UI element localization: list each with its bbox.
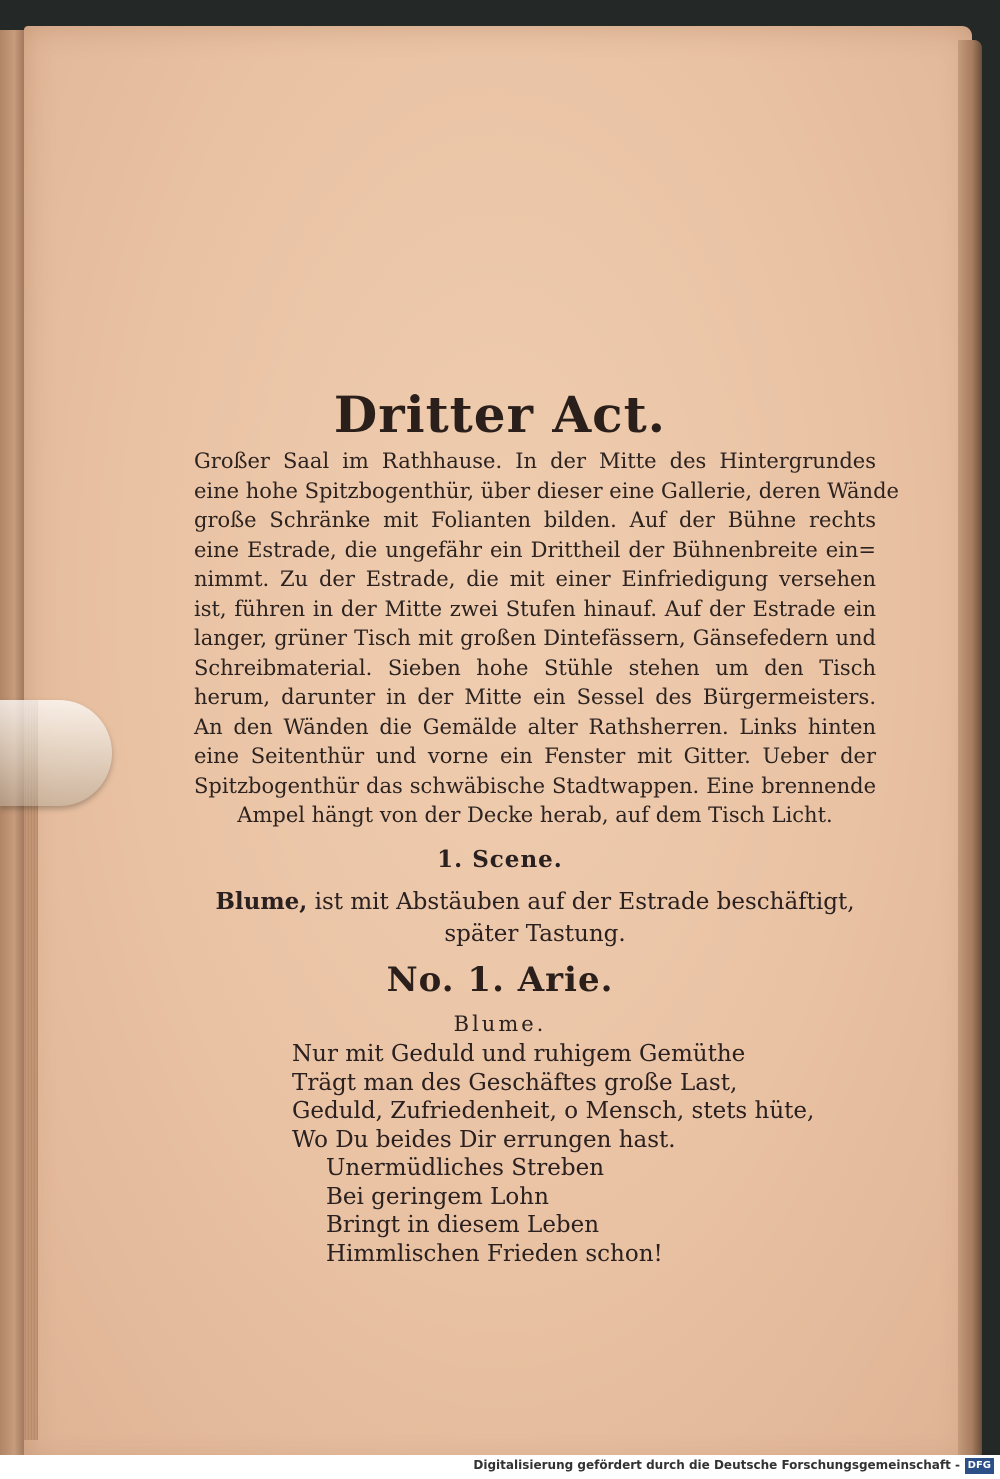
stage-line: eine Estrade, die ungefähr ein Drittheil der Bühnenbreite ein= xyxy=(194,537,876,562)
page-stack-edge xyxy=(24,700,38,1440)
act-title: Dritter Act. xyxy=(333,385,667,444)
stage-line: nimmt. Zu der Estrade, die mit einer Einfriedigung versehen xyxy=(194,567,876,591)
stage-line: große Schränke mit Folianten bilden. Auf der Bühne rechts xyxy=(194,508,876,532)
stage-line: ist, führen in der Mitte zwei Stufen hinauf. Auf der Estrade ein xyxy=(194,596,876,621)
scene-description-text: später Tastung. xyxy=(444,921,626,947)
aria-verse xyxy=(292,1040,852,1268)
stage-line: Ampel hängt von der Decke herab, auf dem Tisch Licht. xyxy=(237,803,833,827)
verse-line: Trägt man des Geschäftes große Last, xyxy=(292,1069,738,1096)
stage-line: Spitzbogenthür das schwäbische Stadtwappen. Eine brennende xyxy=(194,773,876,798)
page-fore-edge xyxy=(958,40,982,1460)
stage-line: herum, darunter in der Mitte ein Sessel des Bürgermeisters. xyxy=(194,685,876,709)
funding-credit: Digitalisierung gefördert durch die Deutsche Forschungsgemeinschaft - xyxy=(473,1458,960,1472)
singer-name: Blume. xyxy=(453,1012,547,1036)
aria-heading: No. 1. Arie. xyxy=(386,960,614,1000)
scene-description-text: ist mit Abstäuben auf der Estrade beschäftigt, xyxy=(314,889,855,915)
stage-line: An den Wänden die Gemälde alter Rathsherren. Links hinten xyxy=(194,714,876,739)
dfg-logo: DFG xyxy=(965,1458,994,1474)
verse-line: Wo Du beides Dir errungen hast. xyxy=(292,1126,676,1153)
verse-line: Bringt in diesem Leben xyxy=(326,1212,600,1238)
page-holder-clip xyxy=(0,700,112,806)
stage-direction xyxy=(194,447,899,831)
character-name: Blume, xyxy=(215,888,308,915)
stage-line: Großer Saal im Rathhause. In der Mitte des Hintergrundes xyxy=(194,449,876,473)
verse-line: Unermüdliches Streben xyxy=(326,1155,605,1181)
verse-line: Nur mit Geduld und ruhigem Gemüthe xyxy=(292,1041,746,1067)
scene-description xyxy=(210,886,860,950)
stage-line: eine Seitenthür und vorne ein Fenster mit Gitter. Ueber der xyxy=(194,744,876,768)
verse-line: Himmlischen Frieden schon! xyxy=(326,1240,663,1267)
stage-line: eine hohe Spitzbogenthür, über dieser eine Gallerie, deren Wände xyxy=(194,478,899,503)
scene-heading: 1. Scene. xyxy=(437,846,563,873)
stage-line: Schreibmaterial. Sieben hohe Stühle stehen um den Tisch xyxy=(194,655,876,680)
verse-line: Bei geringem Lohn xyxy=(326,1183,549,1210)
stage-line: langer, grüner Tisch mit großen Dintefässern, Gänsefedern und xyxy=(194,626,876,650)
verse-line: Geduld, Zufriedenheit, o Mensch, stets hüte, xyxy=(292,1098,815,1124)
